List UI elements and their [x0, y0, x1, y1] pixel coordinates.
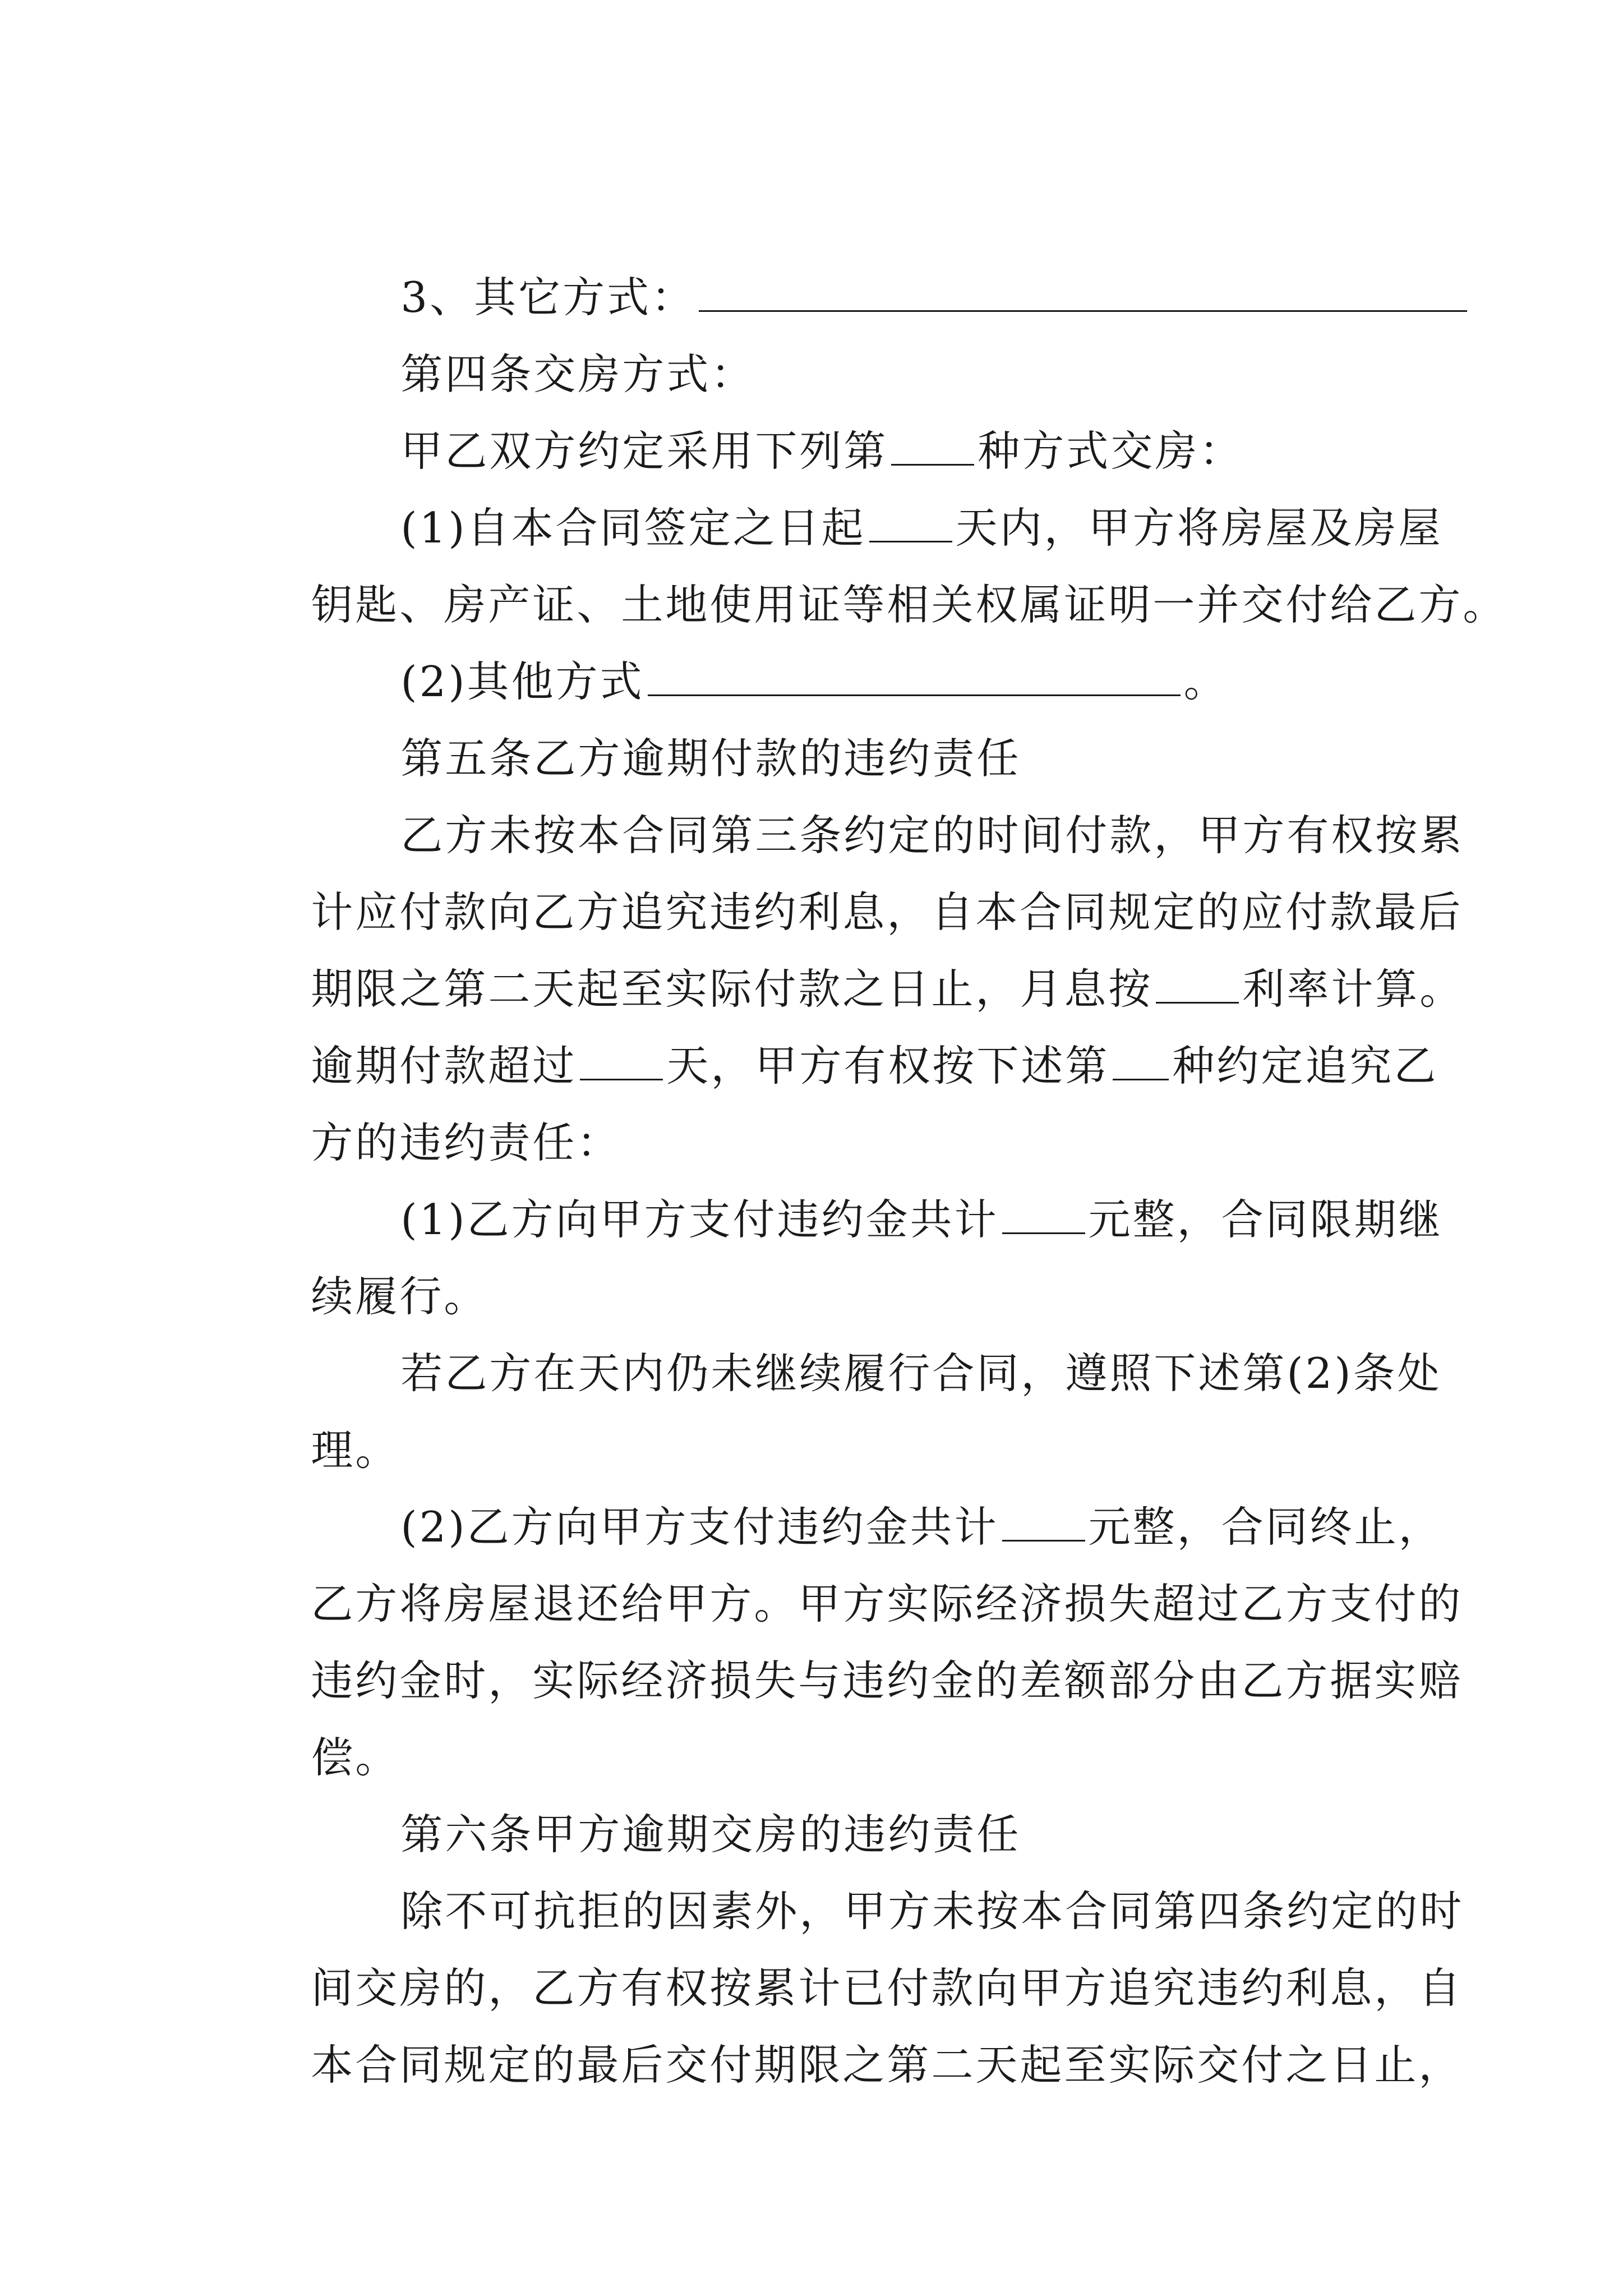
line-text: 元整，合同终止，: [1088, 1502, 1443, 1552]
fill-in-blank: [699, 275, 1467, 312]
line-text: 除不可抗拒的因素外，甲方未按本合同第四条约定的时: [400, 1887, 1464, 1936]
line-text: 。: [1183, 657, 1228, 706]
fill-in-blank: [1002, 1198, 1085, 1234]
line-text: (1)乙方向甲方支付违约金共计: [400, 1195, 999, 1244]
line-text: 元整，合同限期继: [1088, 1195, 1443, 1244]
line-text: 间交房的，乙方有权按累计已付款向甲方追究违约利息，自: [311, 1963, 1463, 2013]
line-text: 方的违约责任：: [311, 1118, 621, 1167]
line-text: 违约金时，实际经济损失与违约金的差额部分由乙方据实赔: [311, 1656, 1463, 1705]
line-text: 种约定追究乙: [1172, 1041, 1438, 1091]
line-text: 逾期付款超过: [311, 1041, 577, 1091]
fill-in-blank: [1113, 1044, 1169, 1080]
line-text: 天，甲方有权按下述第: [666, 1041, 1110, 1091]
line-text: 3、其它方式：: [400, 273, 696, 322]
line-text: (2)乙方向甲方支付违约金共计: [400, 1502, 999, 1552]
line-text: 理。: [311, 1425, 400, 1475]
line-text: 期限之第二天起至实际付款之日止，月息按: [311, 964, 1153, 1014]
line-text: (2)其他方式: [400, 657, 644, 706]
line-text: 种方式交房：: [978, 426, 1244, 476]
line-text: 续履行。: [311, 1272, 488, 1321]
line-text: 第五条乙方逾期付款的违约责任: [400, 734, 1021, 783]
line-text: 利率计算。: [1242, 964, 1464, 1014]
paragraph-line: [248, 1596, 1463, 1765]
paragraph-line: [248, 1981, 1463, 2149]
line-text: 乙方未按本合同第三条约定的时间付款，甲方有权按累: [400, 811, 1464, 860]
line-text: 本合同规定的最后交付期限之第二天起至实际交付之日止，: [311, 2040, 1463, 2090]
line-text: 甲乙双方约定采用下列第: [400, 426, 888, 476]
line-text: (1)自本合同签定之日起: [400, 503, 866, 553]
paragraph-line: [338, 1135, 1443, 1304]
line-text: 乙方将房屋退还给甲方。甲方实际经济损失超过乙方支付的: [311, 1579, 1463, 1628]
line-text: 计应付款向乙方追究违约利息，自本合同规定的应付款最后: [311, 887, 1463, 937]
line-text: 天内，甲方将房屋及房屋: [955, 503, 1443, 553]
line-text: 第六条甲方逾期交房的违约责任: [400, 1810, 1021, 1859]
line-text: 偿。: [311, 1733, 400, 1782]
line-text: 钥匙、房产证、土地使用证等相关权属证明一并交付给乙方。: [311, 580, 1507, 629]
line-text: 若乙方在天内仍未继续履行合同，遵照下述第(2)条处: [400, 1349, 1442, 1398]
line-text: 第四条交房方式：: [400, 349, 755, 399]
paragraph-line: [338, 1289, 1442, 1457]
